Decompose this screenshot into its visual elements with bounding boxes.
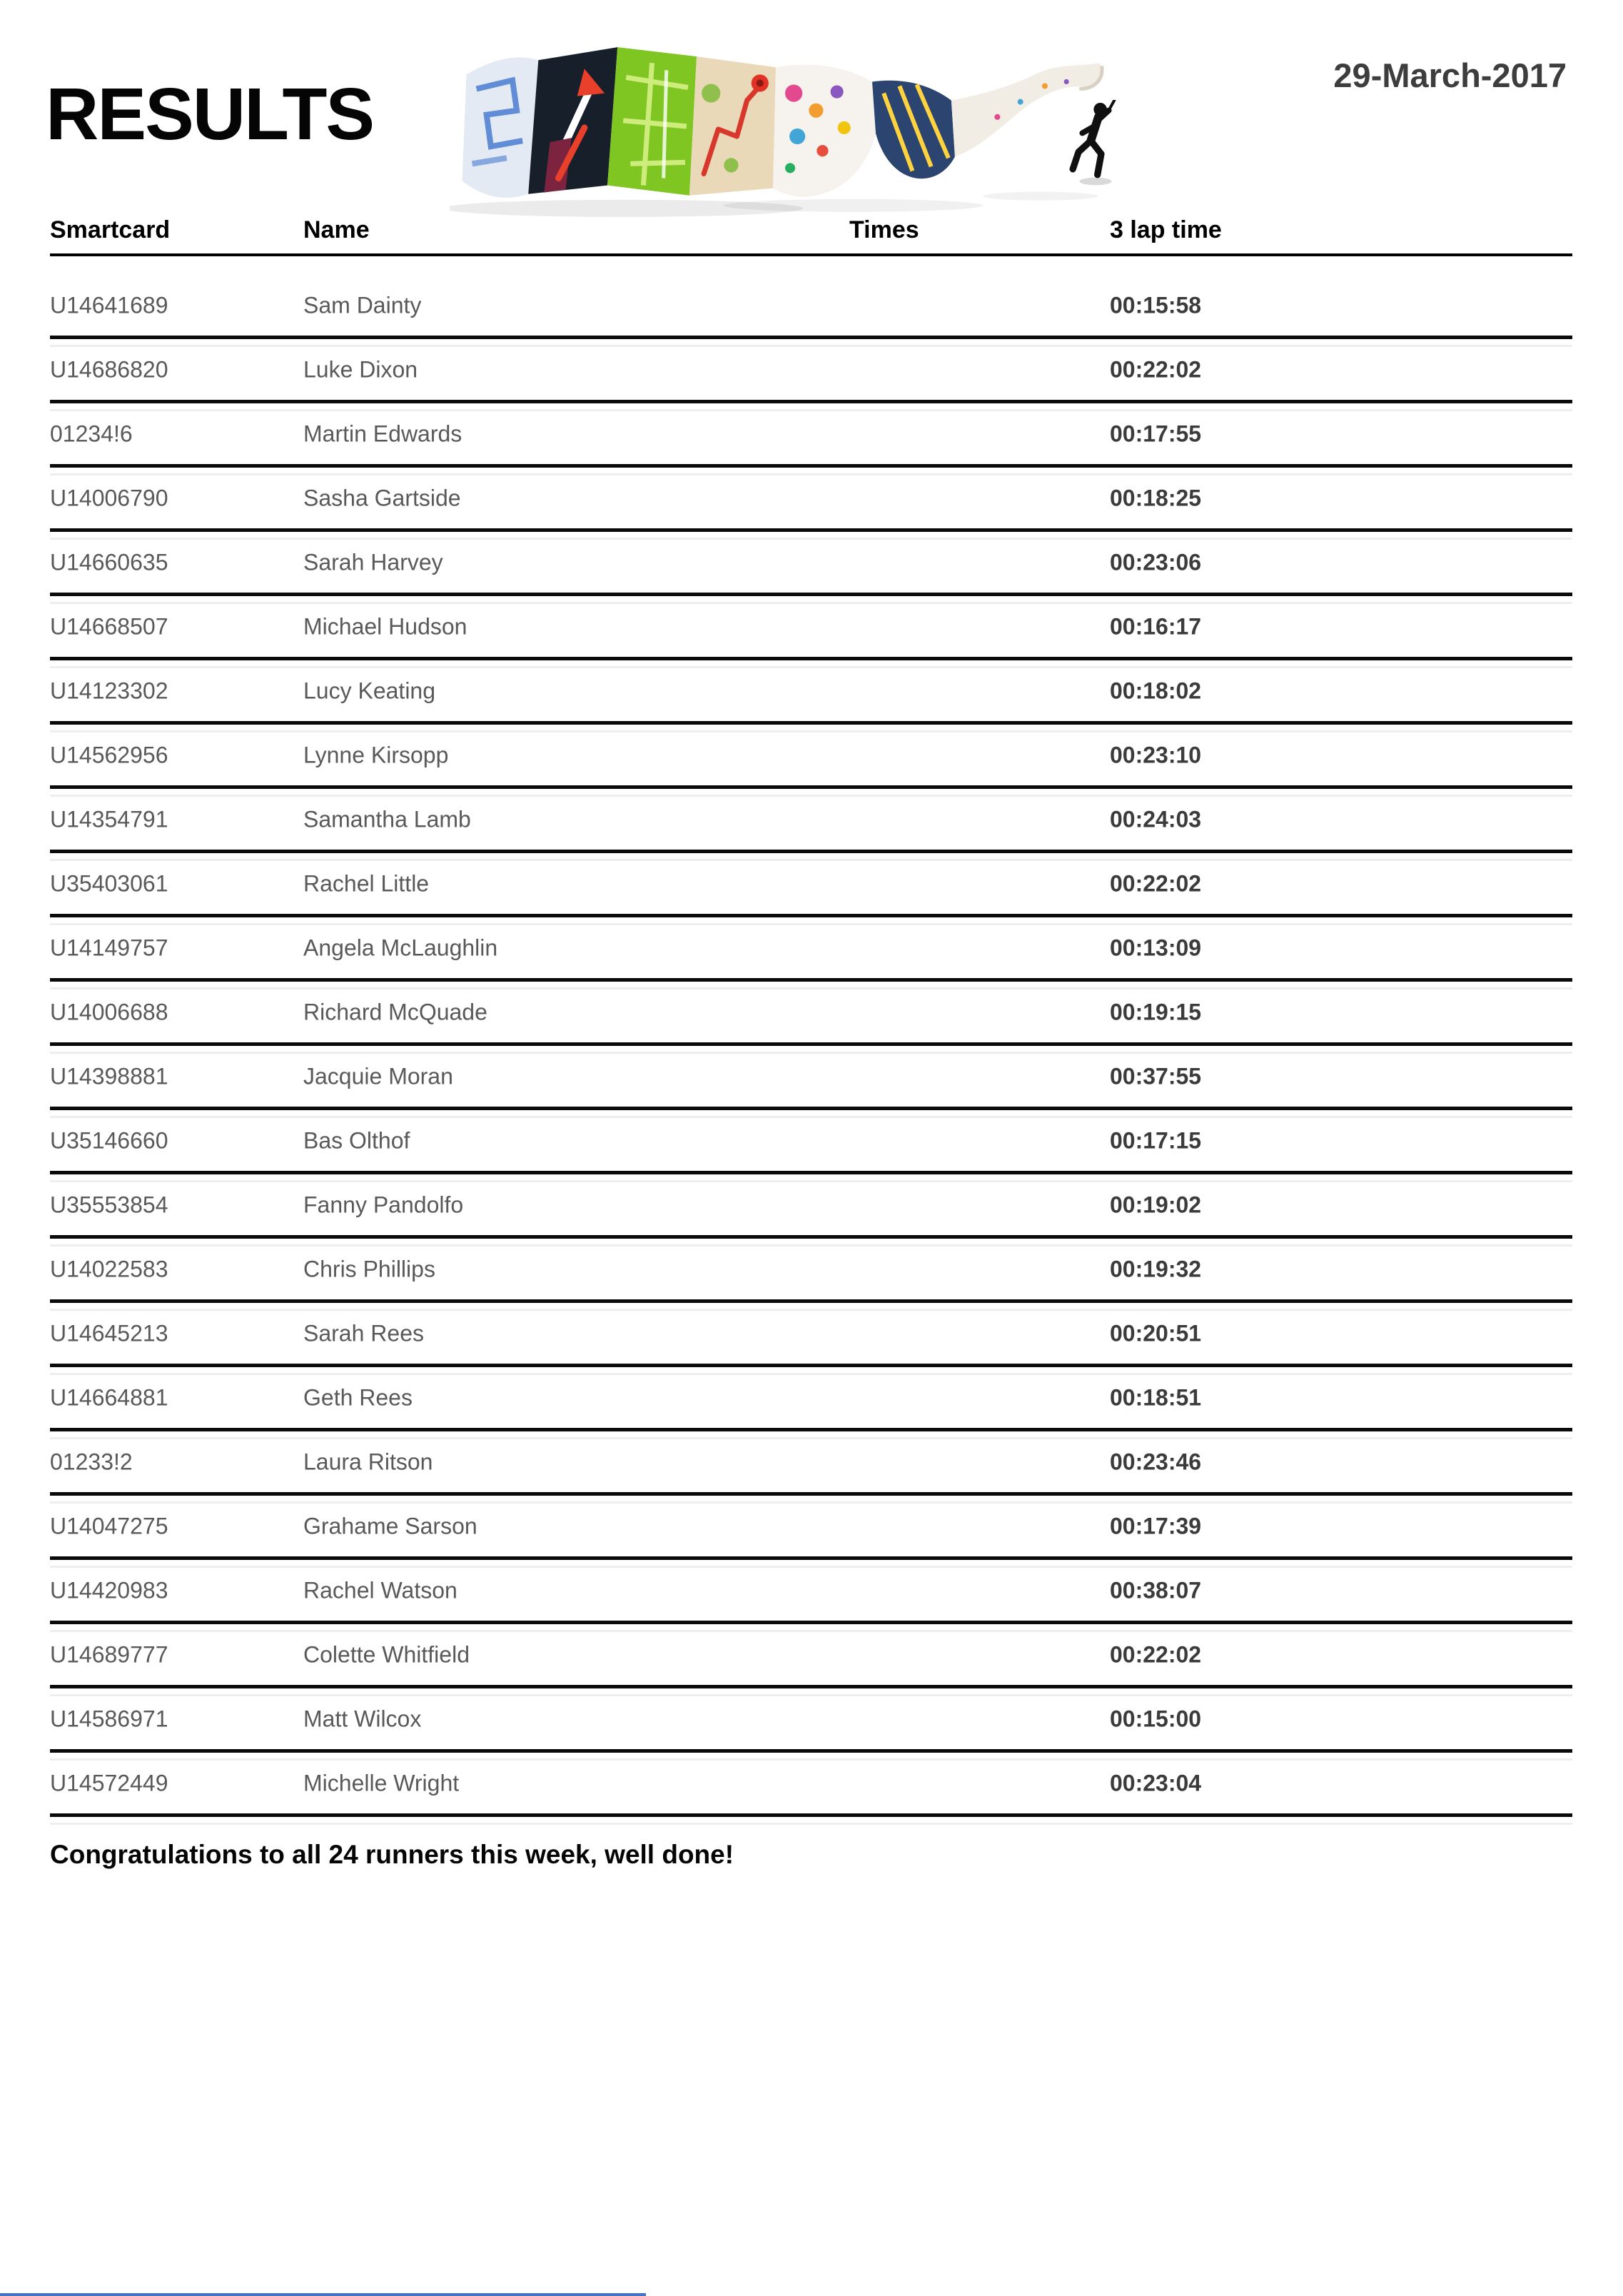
lap-time-cell: 00:19:15: [1110, 999, 1202, 1024]
name-cell: Michael Hudson: [303, 613, 467, 639]
table-row: [50, 1239, 1572, 1303]
column-header-name: Name: [303, 216, 370, 243]
lap-time-cell: 00:16:17: [1110, 613, 1202, 639]
smartcard-cell: U14562956: [50, 742, 168, 767]
table-row: [50, 789, 1572, 853]
name-cell: Rachel Little: [303, 870, 430, 896]
table-row: [50, 596, 1572, 660]
name-cell: Fanny Pandolfo: [303, 1192, 464, 1217]
lap-time-cell: 00:19:02: [1110, 1192, 1202, 1217]
table-row: [50, 853, 1572, 917]
smartcard-cell: U14149757: [50, 935, 168, 960]
table-row: [50, 1560, 1572, 1624]
smartcard-cell: U14686820: [50, 356, 168, 382]
name-cell: Lucy Keating: [303, 678, 436, 703]
map-ribbon-graphic: [450, 41, 1113, 221]
lap-time-cell: 00:18:51: [1110, 1384, 1202, 1410]
name-cell: Laura Ritson: [303, 1449, 433, 1474]
lap-time-cell: 00:23:06: [1110, 549, 1202, 575]
lap-time-cell: 00:17:55: [1110, 421, 1202, 446]
smartcard-cell: U14641689: [50, 292, 168, 318]
table-row: [50, 1688, 1572, 1753]
table-row: [50, 1110, 1572, 1174]
lap-time-cell: 00:15:00: [1110, 1706, 1202, 1731]
table-row: [50, 1431, 1572, 1496]
table-row: [50, 1753, 1572, 1817]
name-cell: Samantha Lamb: [303, 806, 471, 832]
smartcard-cell: U14006688: [50, 999, 168, 1024]
name-cell: Geth Rees: [303, 1384, 413, 1410]
name-cell: Michelle Wright: [303, 1770, 460, 1796]
smartcard-cell: U14047275: [50, 1513, 168, 1539]
page-title: RESULTS: [46, 73, 374, 155]
smartcard-cell: U14664881: [50, 1384, 168, 1410]
smartcard-cell: 01233!2: [50, 1449, 133, 1474]
smartcard-cell: U14572449: [50, 1770, 168, 1796]
congratulations-note: Congratulations to all 24 runners this week, well done!: [50, 1840, 734, 1869]
smartcard-cell: U14022583: [50, 1256, 168, 1282]
name-cell: Bas Olthof: [303, 1127, 410, 1153]
smartcard-cell: U14586971: [50, 1706, 168, 1731]
lap-time-cell: 00:22:02: [1110, 870, 1202, 896]
smartcard-cell: U14668507: [50, 613, 168, 639]
table-row: [50, 1624, 1572, 1688]
smartcard-cell: U14398881: [50, 1063, 168, 1089]
lap-time-cell: 00:23:10: [1110, 742, 1202, 767]
column-header-times: Times: [849, 216, 919, 243]
lap-time-cell: 00:17:39: [1110, 1513, 1202, 1539]
table-row: [50, 1496, 1572, 1560]
lap-time-cell: 00:22:02: [1110, 1641, 1202, 1667]
name-cell: Chris Phillips: [303, 1256, 435, 1282]
smartcard-cell: U35403061: [50, 870, 168, 896]
name-cell: Matt Wilcox: [303, 1706, 422, 1731]
bottom-accent-line: [0, 2293, 646, 2296]
lap-time-cell: 00:19:32: [1110, 1256, 1202, 1282]
name-cell: Sasha Gartside: [303, 485, 461, 510]
smartcard-cell: U14660635: [50, 549, 168, 575]
name-cell: Sam Dainty: [303, 292, 422, 318]
lap-time-cell: 00:23:04: [1110, 1770, 1202, 1796]
smartcard-cell: 01234!6: [50, 421, 133, 446]
smartcard-cell: U14645213: [50, 1320, 168, 1346]
lap-time-cell: 00:18:25: [1110, 485, 1202, 510]
name-cell: Grahame Sarson: [303, 1513, 477, 1539]
smartcard-cell: U35553854: [50, 1192, 168, 1217]
table-row: [50, 532, 1572, 596]
name-cell: Sarah Rees: [303, 1320, 424, 1346]
name-cell: Richard McQuade: [303, 999, 487, 1024]
lap-time-cell: 00:23:46: [1110, 1449, 1202, 1474]
lap-time-cell: 00:15:58: [1110, 292, 1202, 318]
lap-time-cell: 00:22:02: [1110, 356, 1202, 382]
date-label: 29-March-2017: [1333, 56, 1567, 94]
results-table-body: [50, 256, 1572, 1817]
name-cell: Jacquie Moran: [303, 1063, 453, 1089]
results-table: [50, 211, 1572, 1870]
name-cell: Colette Whitfield: [303, 1641, 470, 1667]
name-cell: Angela McLaughlin: [303, 935, 498, 960]
lap-time-cell: 00:17:15: [1110, 1127, 1202, 1153]
table-row: [50, 725, 1572, 789]
smartcard-cell: U14420983: [50, 1577, 168, 1603]
table-header-row: [50, 211, 1572, 256]
table-row: [50, 982, 1572, 1046]
lap-time-cell: 00:37:55: [1110, 1063, 1202, 1089]
table-row: [50, 1046, 1572, 1110]
name-cell: Martin Edwards: [303, 421, 462, 446]
table-row: [50, 917, 1572, 982]
lap-time-cell: 00:20:51: [1110, 1320, 1202, 1346]
table-row: [50, 1174, 1572, 1239]
table-row: [50, 339, 1572, 403]
table-row: [50, 1367, 1572, 1431]
smartcard-cell: U14006790: [50, 485, 168, 510]
smartcard-cell: U14354791: [50, 806, 168, 832]
smartcard-cell: U14689777: [50, 1641, 168, 1667]
table-row: [50, 403, 1572, 468]
name-cell: Sarah Harvey: [303, 549, 443, 575]
name-cell: Luke Dixon: [303, 356, 418, 382]
column-header-smartcard: Smartcard: [50, 216, 171, 243]
lap-time-cell: 00:18:02: [1110, 678, 1202, 703]
running-person-icon: [1065, 100, 1126, 187]
table-row: [50, 468, 1572, 532]
name-cell: Rachel Watson: [303, 1577, 457, 1603]
name-cell: Lynne Kirsopp: [303, 742, 449, 767]
lap-time-cell: 00:38:07: [1110, 1577, 1202, 1603]
table-row: [50, 275, 1572, 339]
table-row: [50, 1303, 1572, 1367]
smartcard-cell: U35146660: [50, 1127, 168, 1153]
table-row: [50, 660, 1572, 725]
column-header-3-lap-time: 3 lap time: [1110, 216, 1222, 243]
lap-time-cell: 00:13:09: [1110, 935, 1202, 960]
lap-time-cell: 00:24:03: [1110, 806, 1202, 832]
smartcard-cell: U14123302: [50, 678, 168, 703]
